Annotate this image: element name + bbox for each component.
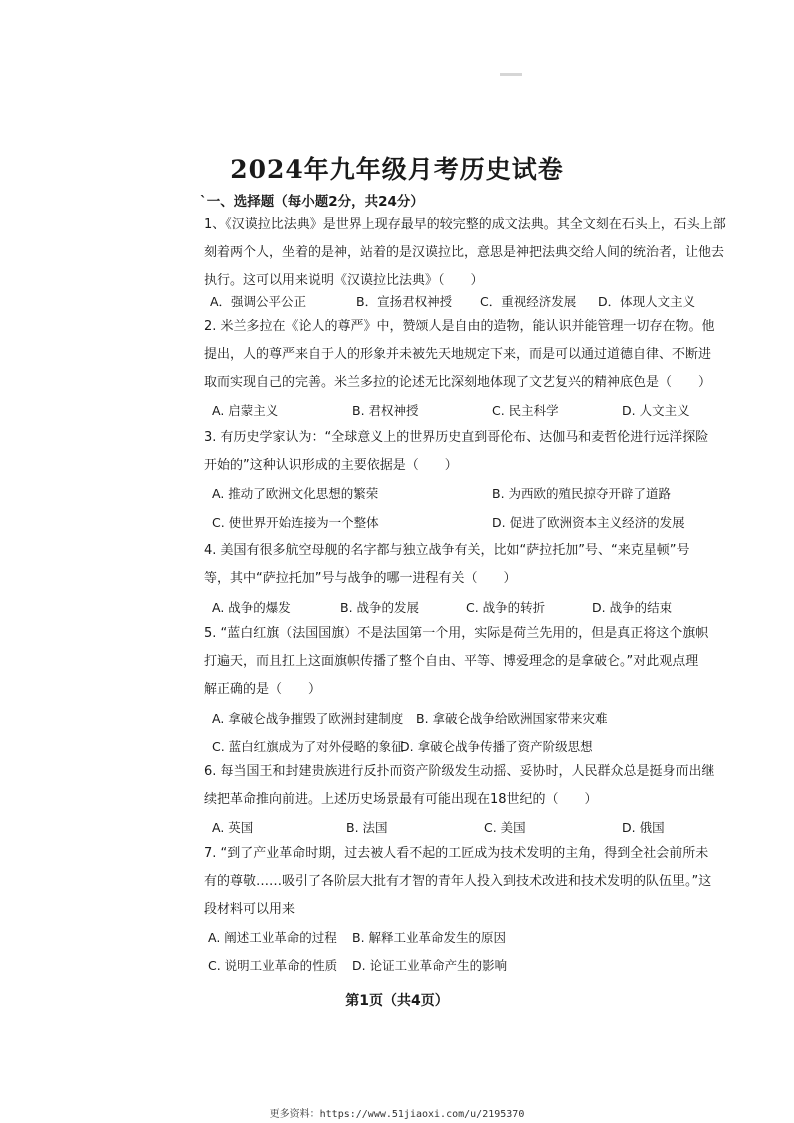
exam-title: 2024年九年级月考历史试卷 [230, 155, 564, 184]
option-b: B. 拿破仑战争给欧洲国家带来灾难 [416, 711, 608, 726]
question-3 [204, 424, 709, 480]
question-line: 打遍天，而且扛上这面旗帜传播了整个自由、平等、博爱理念的是拿破仑。”对此观点理 [204, 654, 699, 669]
option-d: D. 促进了欧洲资本主义经济的发展 [492, 515, 685, 530]
option-c: C. 说明工业革命的性质 [208, 958, 338, 973]
question-line: 5. “蓝白红旗（法国国旗）不是法国第一个用，实际是荷兰先用的，但是真正将这个旗帜 [204, 626, 709, 641]
question-4 [204, 537, 696, 593]
question-line: 3. 有历史学家认为：“全球意义上的世界历史直到哥伦布、达伽马和麦哲伦进行远洋探险 [204, 430, 709, 445]
option-d: D．体现人文主义 [598, 294, 696, 309]
question-6 [204, 758, 715, 814]
option-b: B. 为西欧的殖民掠夺开辟了道路 [492, 486, 672, 501]
option-a: A. 战争的爆发 [212, 600, 291, 615]
question-2 [204, 313, 715, 397]
option-b: B. 战争的发展 [340, 600, 420, 615]
scan-mark [500, 73, 522, 76]
option-b: B. 君权神授 [352, 403, 419, 418]
question-line: 解正确的是（ ） [204, 682, 322, 697]
option-a: A. 启蒙主义 [212, 403, 279, 418]
question-line: 2. 米兰多拉在《论人的尊严》中，赞颂人是自由的造物，能认识并能管理一切存在物。他 [204, 319, 715, 334]
question-line: 续把革命推向前进。上述历史场景最有可能出现在18世纪的（ ） [204, 792, 598, 807]
option-d: D. 论证工业革命产生的影响 [352, 958, 508, 973]
question-line: 开始的”这种认识形成的主要依据是（ ） [204, 458, 458, 473]
option-b: B. 法国 [346, 820, 388, 835]
question-line: 4. 美国有很多航空母舰的名字都与独立战争有关，比如“萨拉托加”号、“来克星顿”号 [204, 543, 690, 558]
question-line: 1、《汉谟拉比法典》是世界上现存最早的较完整的成文法典。其全文刻在石头上，石头上部 [204, 217, 726, 232]
option-a: A. 推动了欧洲文化思想的繁荣 [212, 486, 379, 501]
question-line: 执行。这可以用来说明《汉谟拉比法典》（ ） [204, 273, 484, 288]
option-c: C. 战争的转折 [466, 600, 546, 615]
option-c: C．重视经济发展 [480, 294, 577, 309]
question-line: 提出，人的尊严来自于人的形象并未被先天地规定下来，而是可以通过道德自律、不断进 [204, 347, 712, 362]
option-c: C. 使世界开始连接为一个整体 [212, 515, 379, 530]
question-line: 刻着两个人，坐着的是神，站着的是汉谟拉比，意思是神把法典交给人间的统治者，让他去 [204, 245, 725, 260]
option-d: D. 人文主义 [622, 403, 690, 418]
option-a: A. 阐述工业革命的过程 [208, 930, 337, 945]
option-c: C. 民主科学 [492, 403, 559, 418]
question-line: 6. 每当国王和封建贵族进行反扑而资产阶级发生动摇、妥协时，人民群众总是挺身而出继 [204, 764, 715, 779]
option-a: A．强调公平公正 [210, 294, 307, 309]
option-b: B．宣扬君权神授 [356, 294, 453, 309]
option-a: A. 拿破仑战争摧毁了欧洲封建制度 [212, 711, 404, 726]
question-7 [204, 840, 712, 924]
source-note: 更多资料：https://www.51jiaoxi.com/u/2195370 [269, 1109, 525, 1120]
question-line: 等，其中“萨拉托加”号与战争的哪一进程有关（ ） [204, 571, 517, 586]
option-c: C. 美国 [484, 820, 526, 835]
option-d: D. 战争的结束 [592, 600, 673, 615]
option-d: D. 拿破仑战争传播了资产阶级思想 [400, 739, 593, 754]
question-1 [204, 211, 726, 295]
option-b: B. 解释工业革命发生的原因 [352, 930, 507, 945]
question-line: 取而实现自己的完善。米兰多拉的论述无比深刻地体现了文艺复兴的精神底色是（ ） [204, 375, 712, 390]
question-line: 有的尊敬……吸引了各阶层大批有才智的青年人投入到技术改进和技术发明的队伍里。”这 [204, 874, 712, 889]
option-c: C. 蓝白红旗成为了对外侵略的象征 [212, 739, 404, 754]
question-5 [204, 620, 709, 704]
page-number: 第1页（共4页） [345, 993, 449, 1009]
question-line: 7. “到了产业革命时期，过去被人看不起的工匠成为技术发明的主角，得到全社会前所未 [204, 846, 709, 861]
question-line: 段材料可以用来 [204, 902, 296, 917]
option-a: A. 英国 [212, 820, 254, 835]
section-heading: `一、选择题（每小题2分，共24分） [200, 194, 424, 210]
option-d: D. 俄国 [622, 820, 665, 835]
